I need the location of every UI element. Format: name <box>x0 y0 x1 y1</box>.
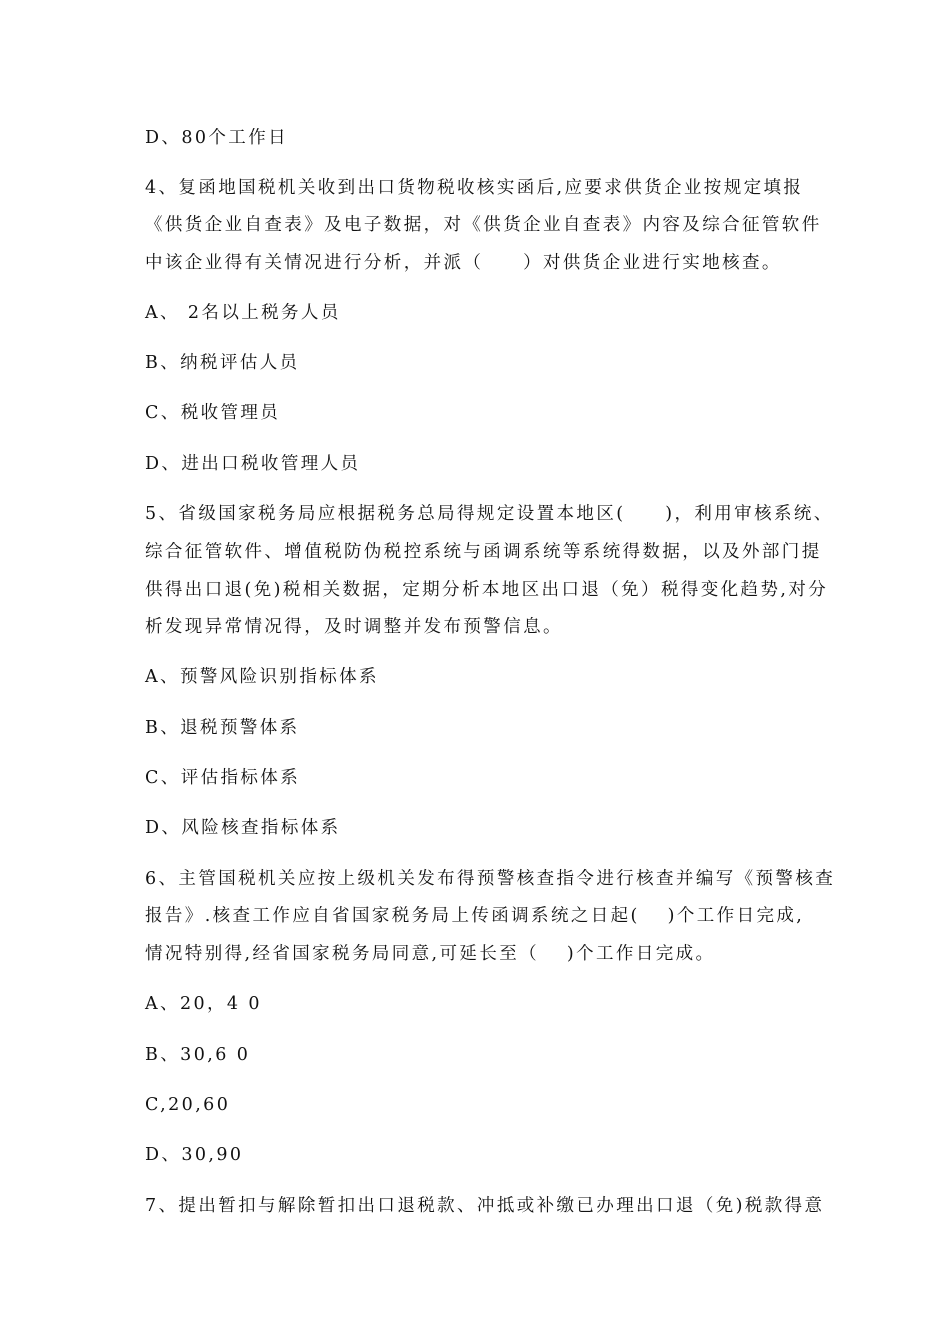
option-c-q6: C,20,60 <box>145 1095 231 1115</box>
option-d-q3: D、80个工作日 <box>145 128 288 148</box>
question-4-line-1: 4、复函地国税机关收到出口货物税收核实函后,应要求供货企业按规定填报 <box>145 178 804 198</box>
question-5-line-3: 供得出口退(免)税相关数据，定期分析本地区出口退（免）税得变化趋势,对分 <box>145 580 829 600</box>
option-a-q5: A、预警风险识别指标体系 <box>145 667 379 687</box>
question-6-line-1: 6、主管国税机关应按上级机关发布得预警核查指令进行核查并编写《预警核查 <box>145 869 836 889</box>
question-6-line-2: 报告》.核查工作应自省国家税务局上传函调系统之日起( )个工作日完成, <box>145 906 805 926</box>
question-5-line-1: 5、省级国家税务局应根据税务总局得规定设置本地区( )，利用审核系统、 <box>145 504 834 524</box>
question-5-line-4: 析发现异常情况得，及时调整并发布预警信息。 <box>145 617 563 637</box>
option-b-q6: B、30,6 0 <box>145 1045 251 1065</box>
option-d-q4: D、进出口税收管理人员 <box>145 454 361 474</box>
option-a-q6: A、20，4 0 <box>145 994 262 1014</box>
question-4-line-3: 中该企业得有关情况进行分析，并派（ ）对供货企业进行实地核查。 <box>145 253 782 273</box>
option-c-q4: C、税收管理员 <box>145 403 281 423</box>
option-b-q5: B、退税预警体系 <box>145 718 300 738</box>
question-6-line-3: 情况特别得,经省国家税务局同意,可延长至（ )个工作日完成。 <box>145 944 716 964</box>
option-a-q4: A、 2名以上税务人员 <box>145 303 341 323</box>
option-d-q5: D、风险核查指标体系 <box>145 818 341 838</box>
question-4-line-2: 《供货企业自查表》及电子数据，对《供货企业自查表》内容及综合征管软件 <box>145 215 822 235</box>
option-d-q6: D、30,90 <box>145 1145 244 1165</box>
question-5-line-2: 综合征管软件、增值税防伪税控系统与函调系统等系统得数据，以及外部门提 <box>145 542 822 562</box>
option-b-q4: B、纳税评估人员 <box>145 353 300 373</box>
option-c-q5: C、评估指标体系 <box>145 768 301 788</box>
question-7-line-1: 7、提出暂扣与解除暂扣出口退税款、冲抵或补缴已办理出口退（免)税款得意 <box>145 1196 825 1216</box>
